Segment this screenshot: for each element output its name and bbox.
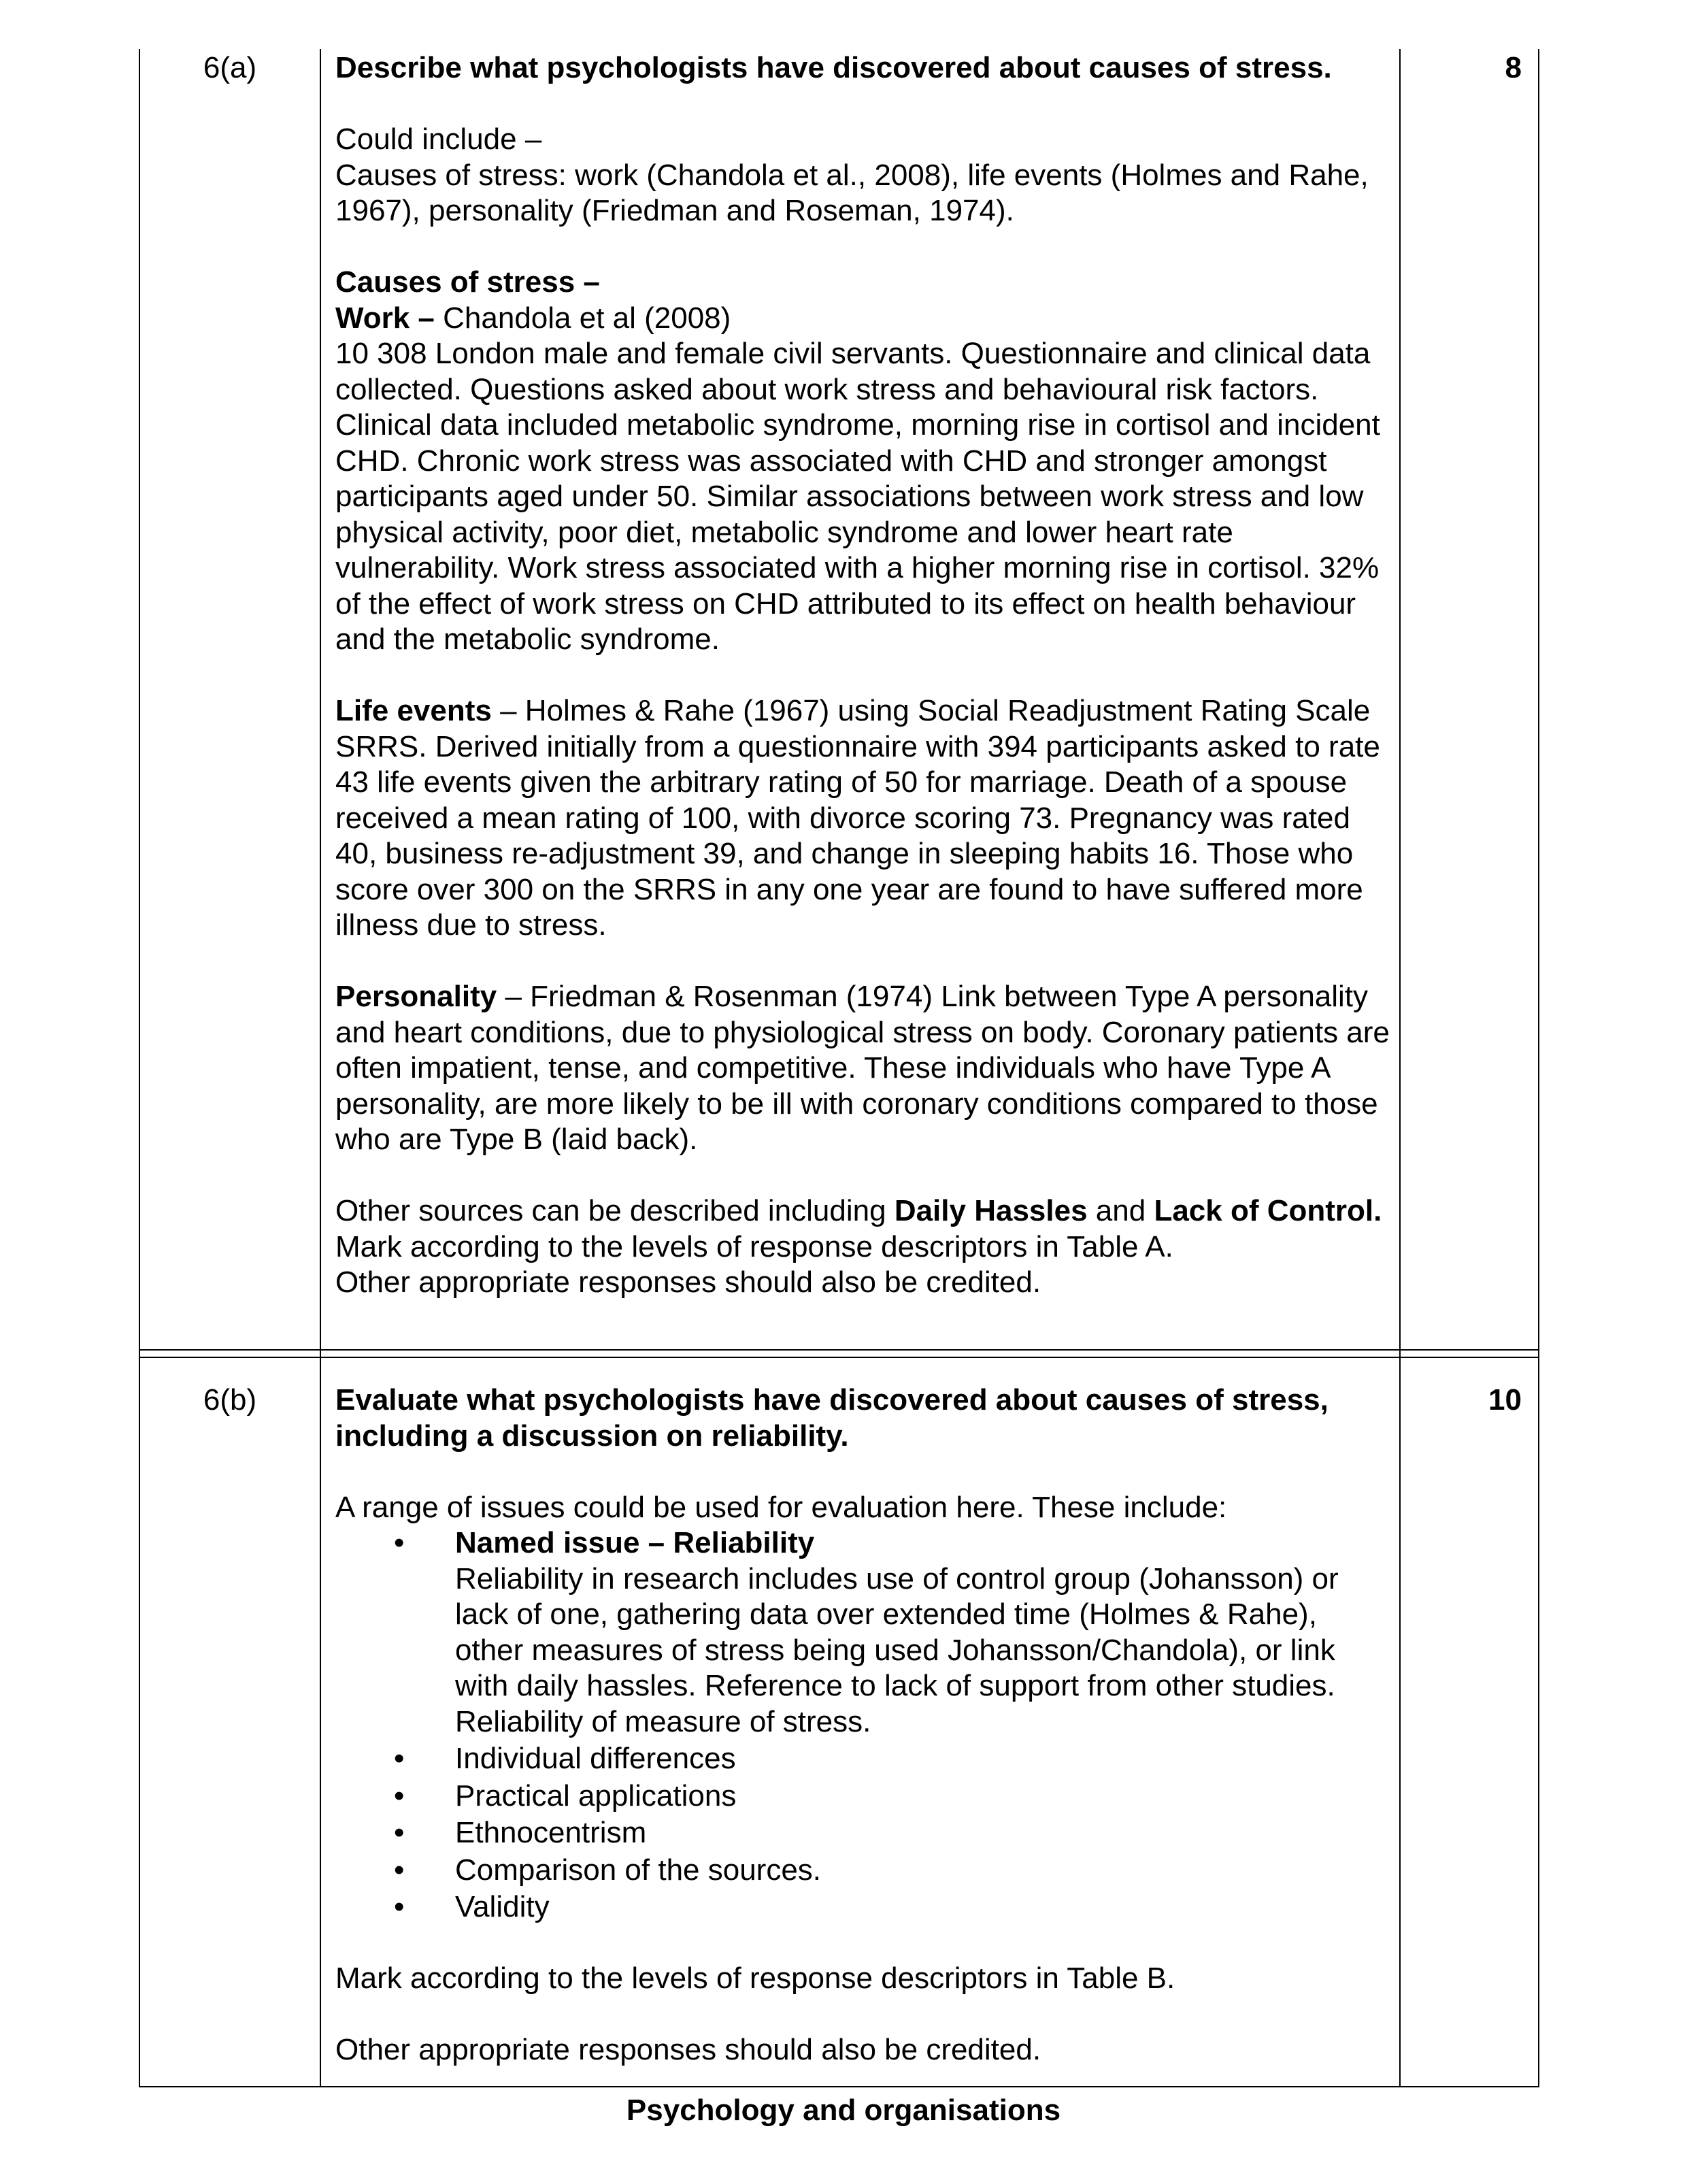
table-divider-marks [1399,49,1401,2087]
list-item [335,1778,1390,1815]
bullet-icon: • [394,1778,405,1813]
other-sources-prefix: Other sources can be described including [335,1194,895,1227]
section-heading-causes: Causes of stress – [335,265,600,299]
row-separator-bottom [139,1357,1539,1358]
mark-instruction-6b: Mark according to the levels of response descriptors in Table B. [335,1962,1175,1995]
life-events-text: – Holmes & Rahe (1967) using Social Readjustment Rating Scale SRRS. Derived initially from a questionnaire with 394 participants asked to rate 43 life events given the arbitrary rating of 50 for marriage. Death of a spouse received a mean rating of 100, with divorce scoring 73. Pregnancy was rated 40, business re-adjustment 39, and change in sleeping habits 16. Those who score over 300 on the SRRS in any one year are found to have suffered more illness due to stress. [335,694,1380,942]
intro-6b: A range of issues could be used for evaluation here. These include: [335,1490,1227,1524]
bullet-text: Ethnocentrism [455,1816,647,1849]
table-border-bottom [139,2086,1539,2087]
evaluation-issues-list [335,1525,1390,1925]
question-number-6b: 6(b) [203,1383,257,1417]
work-ref: Chandola et al (2008) [434,301,731,335]
bullet-icon: • [394,1853,405,1887]
credit-note-6a: Other appropriate responses should also be credited. [335,1265,1041,1299]
personality-paragraph [335,979,1390,1158]
table-border-right [1538,49,1539,2087]
table-border-left [139,49,140,2087]
work-heading [335,301,1390,337]
question-6a-text: Describe what psychologists have discovered about causes of stress. [335,51,1332,84]
bullet-text: Validity [455,1890,550,1923]
answer-6b [335,1383,1390,2068]
list-item [335,1741,1390,1777]
lack-of-control-text: Lack of Control. [1154,1194,1382,1227]
marks-6a: 8 [1505,51,1522,84]
life-events-label: Life events [335,694,492,727]
personality-label: Personality [335,980,497,1013]
mark-instruction-6a: Mark according to the levels of response descriptors in Table A. [335,1229,1173,1263]
list-item [335,1889,1390,1925]
bullet-icon: • [394,1816,405,1849]
intro-label-6a: Could include – [335,122,542,156]
intro-text-6a: Causes of stress: work (Chandola et al., 2008), life events (Holmes and Rahe, 1967), personality (Friedman and Roseman, 1974). [335,158,1369,227]
question-6b-text: Evaluate what psychologists have discovered about causes of stress, including a discussion on reliability. [335,1383,1329,1453]
marks-6b: 10 [1488,1383,1522,1417]
work-label: Work – [335,301,435,335]
section-footer-title: Psychology and organisations [626,2094,1061,2127]
other-sources-and: and [1087,1194,1154,1227]
named-issue-title: Named issue – Reliability [455,1526,815,1559]
daily-hassles-text: Daily Hassles [894,1194,1088,1227]
bullet-text: Practical applications [455,1778,737,1813]
life-events-paragraph [335,693,1390,944]
bullet-icon: • [394,1742,405,1775]
bullet-text: Comparison of the sources. [455,1853,822,1887]
bullet-text: Individual differences [455,1742,736,1775]
credit-note-6b: Other appropriate responses should also be credited. [335,2033,1041,2066]
bullet-icon: • [394,1890,405,1923]
question-number-6a: 6(a) [203,51,257,84]
work-text: 10 308 London male and female civil servants. Questionnaire and clinical data collected. Questions asked about work stress and behavioural risk factors. Clinical data included metabolic syndrome, morning rise in cortisol and incident CHD. Chronic work stress was associated with CHD and stronger amongst participants aged under 50. Similar associations between work stress and low physical activity, poor diet, metabolic syndrome and lower heart rate vulnerability. Work stress associated with a higher morning rise in cortisol. 32% of the effect of work stress on CHD attributed to its effect on health behaviour and the metabolic syndrome. [335,337,1380,656]
list-item-reliability [335,1525,1390,1740]
answer-6a [335,50,1390,1301]
list-item [335,1815,1390,1851]
named-issue-text: Reliability in research includes use of control group (Johansson) or lack of one, gathering data over extended time (Holmes & Rahe), other measures of stress being used Johansson/Chandola), or link with daily hassles. Reference to lack of support from other studies. Reliability of measure of stress. [455,1561,1339,1738]
bullet-icon: • [394,1526,405,1559]
row-separator-top [139,1349,1539,1351]
list-item [335,1853,1390,1889]
personality-text: – Friedman & Rosenman (1974) Link between Type A personality and heart conditions, due to physiological stress on body. Coronary patients are often impatient, tense, and competitive. These individuals who have Type A personality, are more likely to be ill with coronary conditions compared to those who are Type B (laid back). [335,980,1390,1156]
table-divider-question [320,49,321,2087]
other-sources-paragraph [335,1193,1390,1229]
